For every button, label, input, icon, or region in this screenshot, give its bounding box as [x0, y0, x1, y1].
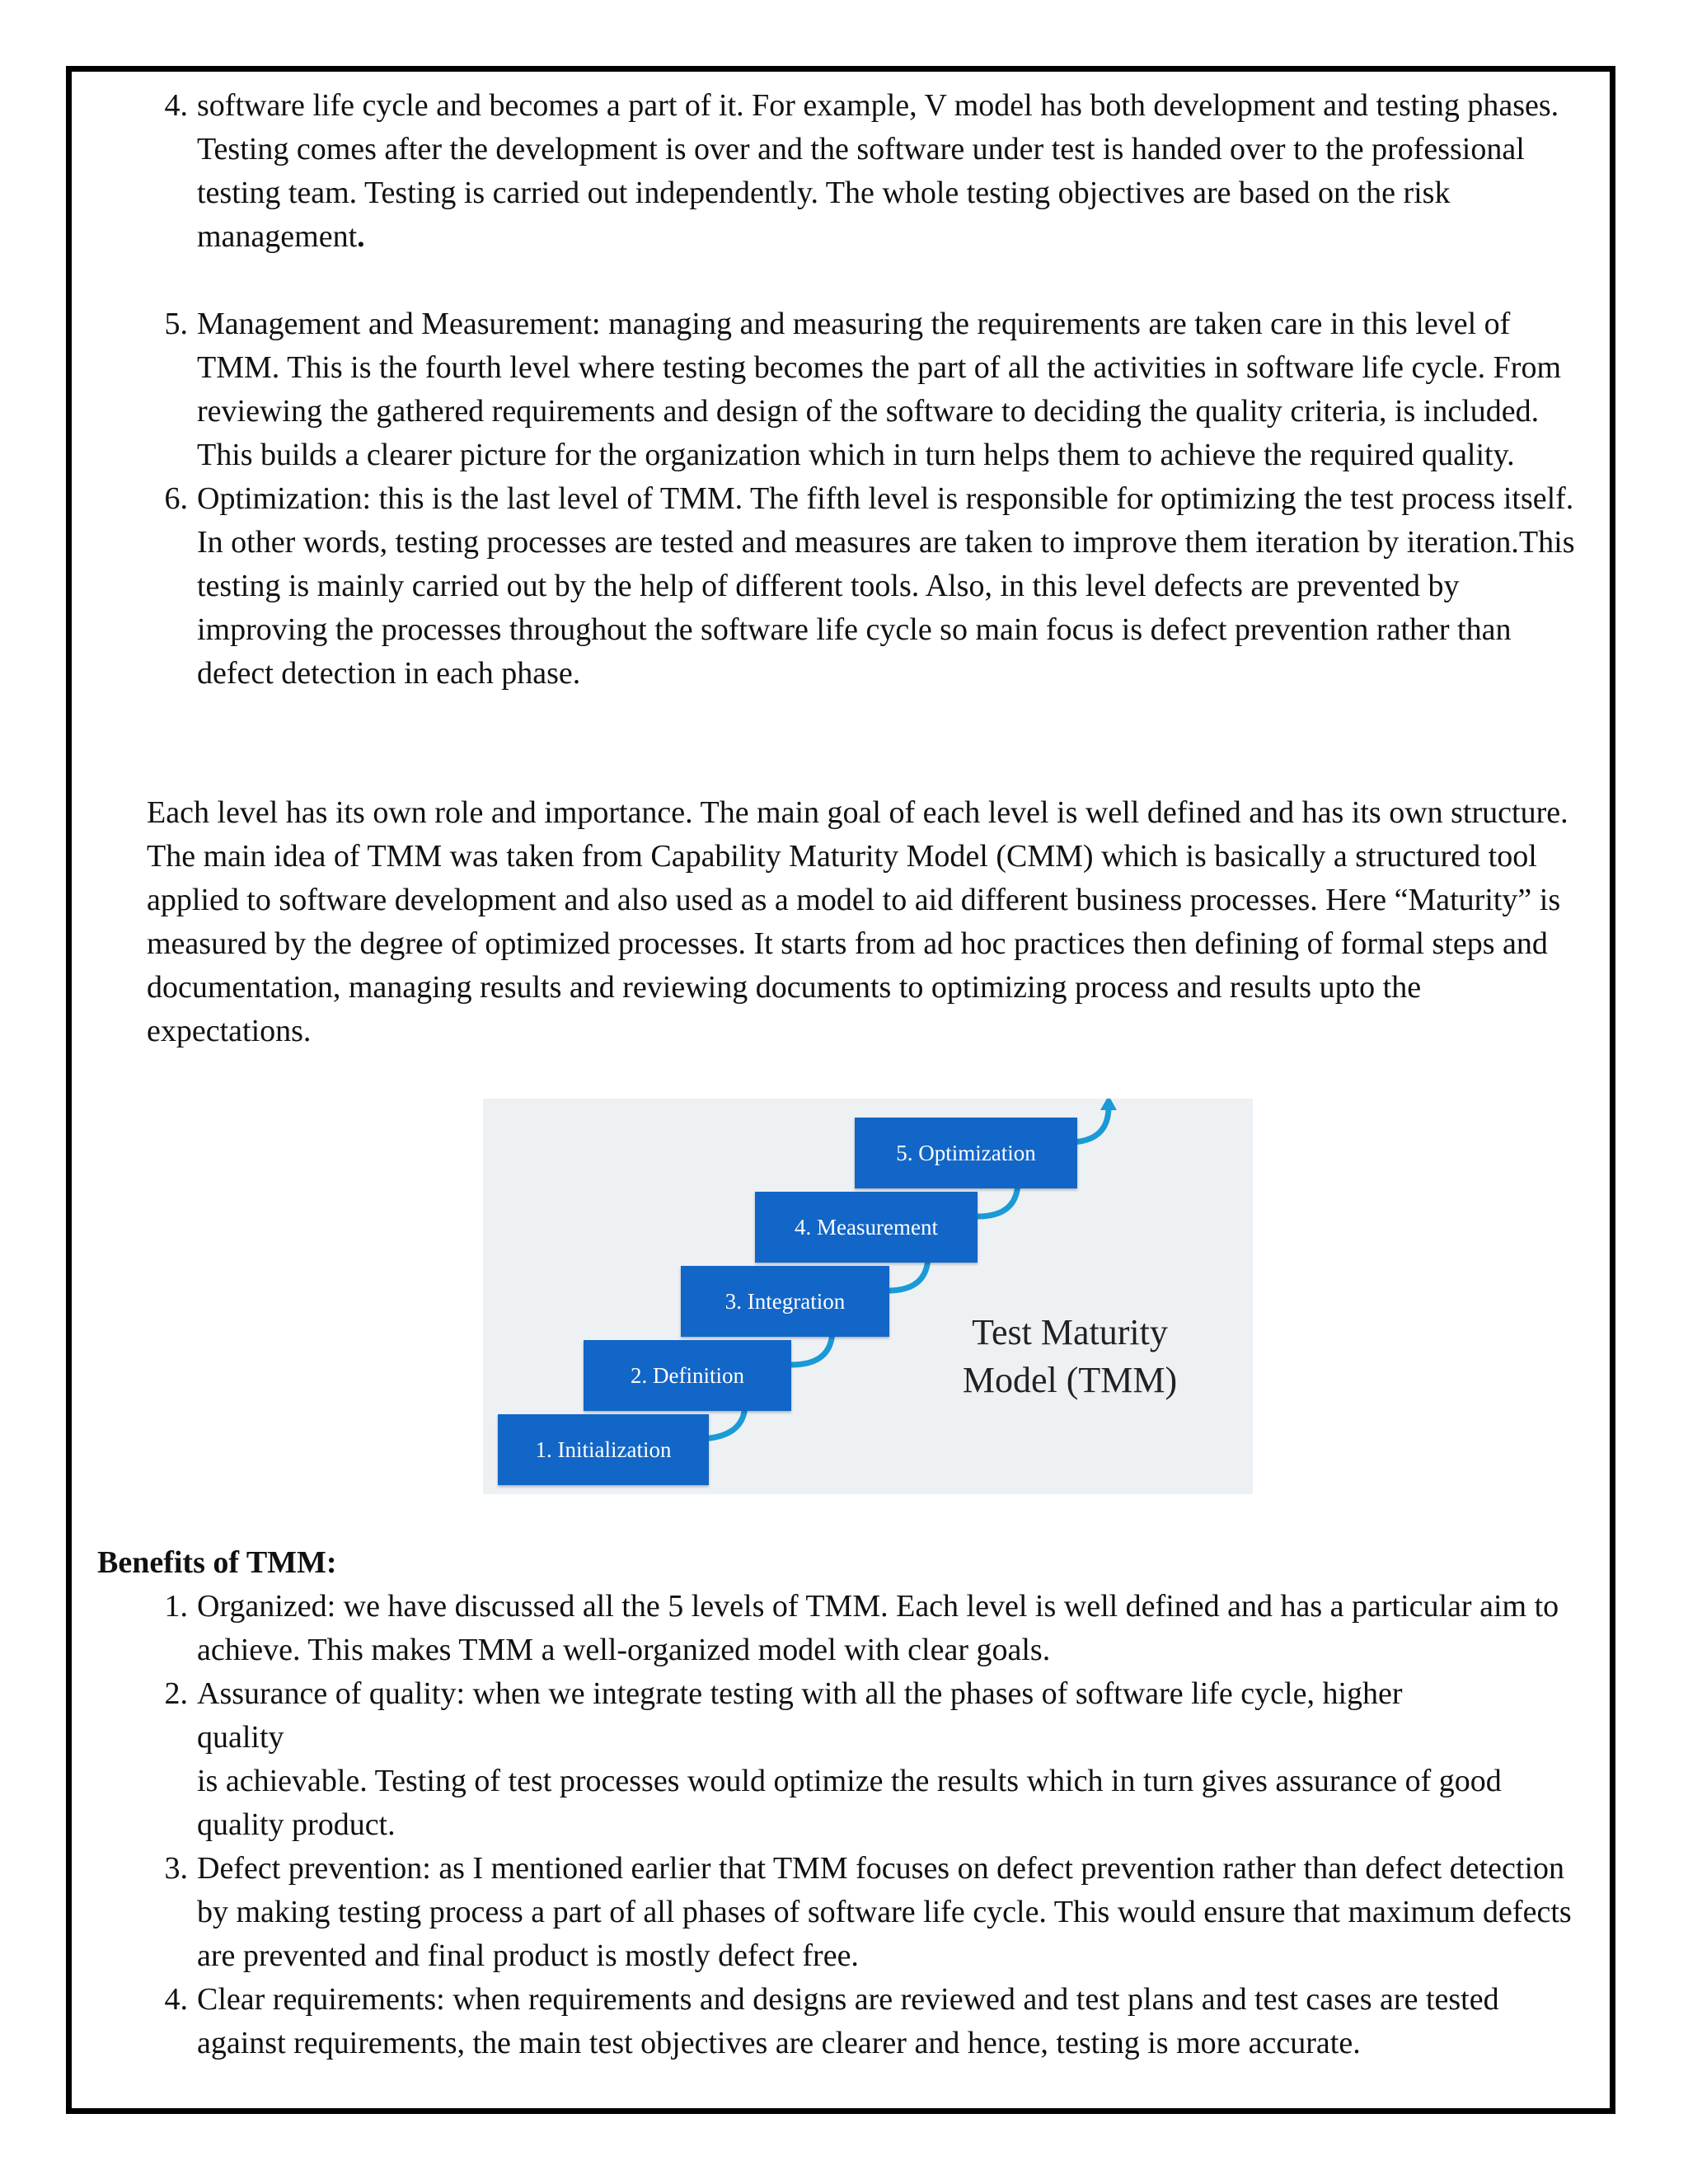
list-item: 1. Organized: we have discussed all the 5 levels of TMM. Each level is well defined and has a particular aim to achieve. This makes TMM a well-organized model with clear goals.: [164, 1589, 1559, 1667]
step-initialization: 1. Initialization: [498, 1414, 709, 1485]
list-item: 2. Assurance of quality: when we integrate testing with all the phases of software life cycle, higher quality is achievable. Testing of test processes would optimize the results which in turn gives assurance of good quality product.: [164, 1676, 1502, 1842]
arrow-head-icon: [1100, 1099, 1117, 1110]
diagram-title: Test Maturity Model (TMM): [962, 1312, 1178, 1400]
list-item: 4. software life cycle and becomes a part of it. For example, V model has both development and testing phases. Testing comes after the development is over and the software under test is handed over to the professional testing team. Testing is carried out independently. The whole testing objectives are based on the risk management.: [164, 88, 1559, 254]
list-item: 5. Management and Measurement: managing and measuring the requirements are taken care in this level of TMM. This is the fourth level where testing becomes the part of all the activities in software life cycle. From reviewing the gathered requirements and design of the software to deciding the quality criteria, is included. This builds a clearer picture for the organization which in turn helps them to achieve the required quality.: [164, 307, 1562, 472]
step-optimization: 5. Optimization: [855, 1118, 1077, 1188]
step-measurement: 4. Measurement: [755, 1192, 978, 1263]
body-paragraph: Each level has its own role and importance. The main goal of each level is well defined and has its own structure. The main idea of TMM was taken from Capability Maturity Model (CMM) which is basically a structured tool applied to software development and also used as a model to aid different business processes. Here “Maturity” is measured by the degree of optimized processes. It starts from ad hoc practices then defining of formal steps and documentation, managing results and reviewing documents to optimizing process and results upto the expectations.: [147, 795, 1568, 1048]
benefits-heading: Benefits of TMM:: [97, 1545, 337, 1580]
benefits-list: [164, 1585, 1590, 2065]
step-integration: 3. Integration: [681, 1266, 889, 1337]
top-numbered-list: [164, 84, 1590, 696]
list-item: 3. Defect prevention: as I mentioned earlier that TMM focuses on defect prevention rather than defect detection by making testing process a part of all phases of software life cycle. This would ensure that maximum defects are prevented and final product is mostly defect free.: [164, 1851, 1572, 1973]
list-item: 6. Optimization: this is the last level of TMM. The fifth level is responsible for optimizing the test process itself. In other words, testing processes are tested and measures are taken to improve them iteration by iteration.This testing is mainly carried out by the help of different tools. Also, in this level defects are prevented by improving the processes throughout the software life cycle so main focus is defect prevention rather than defect detection in each phase.: [164, 481, 1575, 691]
step-definition: 2. Definition: [584, 1340, 791, 1411]
list-spacer: [197, 259, 1590, 302]
list-item: 4. Clear requirements: when requirements and designs are reviewed and test plans and test cases are tested against requirements, the main test objectives are clearer and hence, testing is more accurate.: [164, 1982, 1499, 2060]
tmm-diagram: [483, 1099, 1253, 1494]
